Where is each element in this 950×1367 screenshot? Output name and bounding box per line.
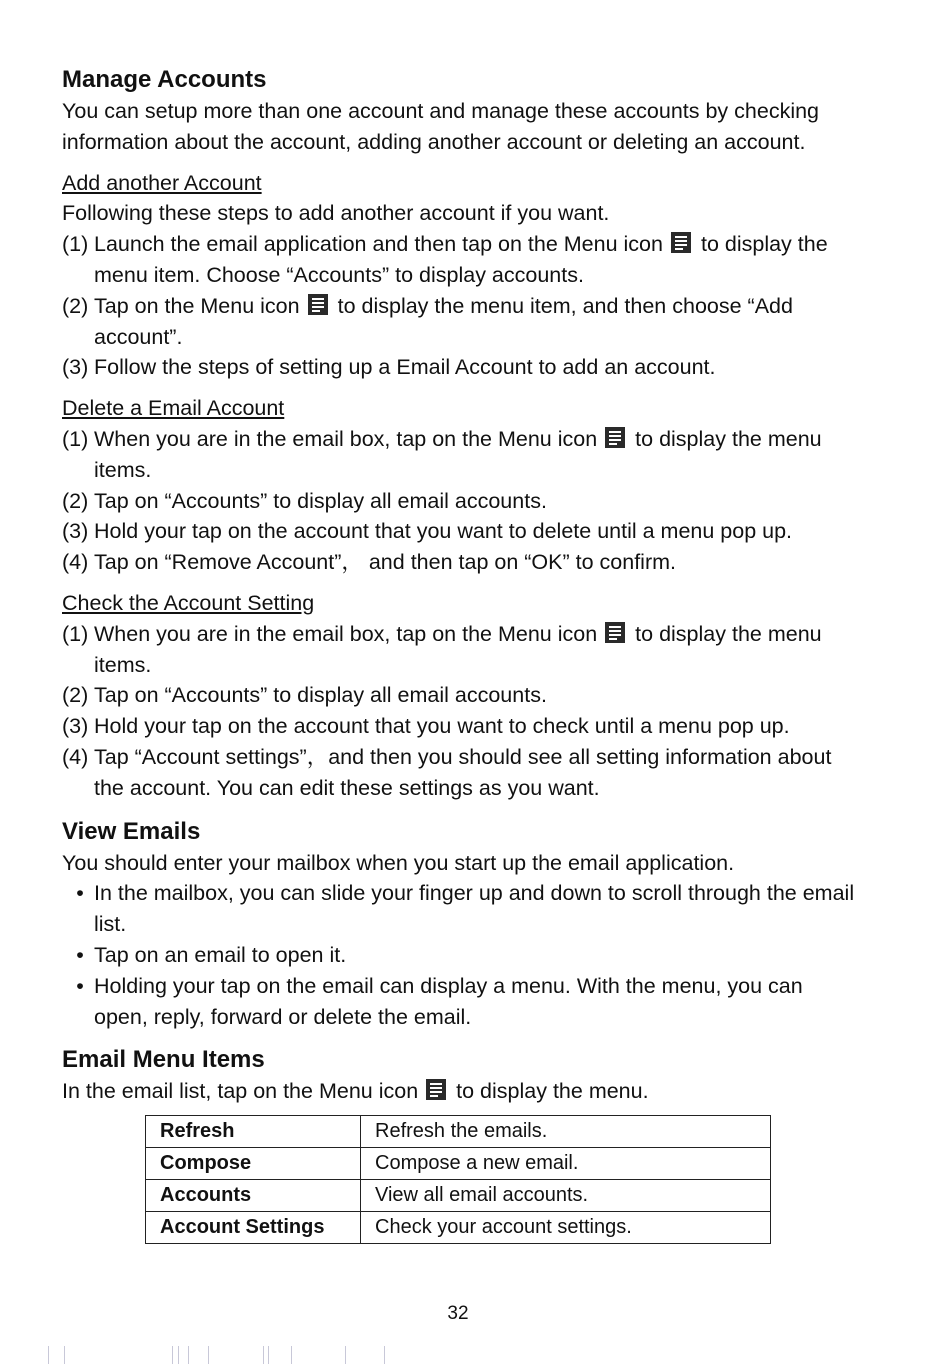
check-account-title: Check the Account Setting	[62, 590, 315, 615]
step-number: (3)	[62, 714, 89, 739]
bullet-text: Tap on an email to open it.	[94, 942, 347, 967]
step-text: Hold your tap on the account that you want to check until a menu pop up.	[94, 714, 790, 739]
bullet-dot: •	[76, 942, 84, 967]
menu-item-description: Compose a new email.	[361, 1148, 771, 1180]
table-row	[146, 1212, 771, 1244]
step-number: (3)	[62, 355, 89, 380]
menu-item-description: Check your account settings.	[361, 1212, 771, 1244]
add-account-lead: Following these steps to add another account if you want.	[62, 201, 610, 226]
step-number: (4)	[62, 744, 89, 769]
manage-accounts-heading: Manage Accounts	[62, 66, 267, 93]
menu-icon	[605, 427, 625, 448]
view-emails-bullet-2	[62, 940, 862, 971]
step-text: Tap on the Menu icon	[94, 293, 300, 318]
add-account-step-3	[62, 352, 862, 383]
delete-account-title: Delete a Email Account	[62, 396, 285, 421]
step-text: When you are in the email box, tap on the Menu icon	[94, 621, 598, 646]
check-account-step-2	[62, 680, 862, 711]
step-text: Launch the email application and then tap on the Menu icon	[94, 232, 663, 257]
bullet-text: Holding your tap on the email can display a menu. With the menu, you can open, reply, forward or delete the email.	[94, 973, 803, 1029]
step-number: (1)	[62, 232, 89, 257]
menu-item-name: Account Settings	[146, 1212, 361, 1244]
step-number: (3)	[62, 519, 89, 544]
check-account-step-4	[62, 742, 862, 804]
view-emails-bullet-1	[62, 878, 862, 940]
step-text: Tap on “Accounts” to display all email accounts.	[94, 488, 547, 513]
add-account-step-2	[62, 291, 862, 353]
scan-marks	[48, 1346, 448, 1364]
menu-icon	[308, 294, 328, 315]
table-row	[146, 1148, 771, 1180]
intro-text: In the email list, tap on the Menu icon	[62, 1079, 419, 1104]
table-row	[146, 1116, 771, 1148]
menu-item-name: Refresh	[146, 1116, 361, 1148]
step-text: Tap “Account settings”，and then you should see all setting information about the account. You can edit these settings as you want.	[94, 744, 832, 800]
step-number: (2)	[62, 488, 89, 513]
delete-account-step-2	[62, 486, 862, 517]
delete-account-step-4	[62, 547, 862, 578]
add-account-step-1	[62, 229, 862, 291]
menu-item-description: Refresh the emails.	[361, 1116, 771, 1148]
bullet-dot: •	[76, 881, 84, 906]
step-text: to display the menu items.	[94, 426, 822, 482]
step-text: Tap on “Accounts” to display all email accounts.	[94, 683, 547, 708]
check-account-step-3	[62, 711, 862, 742]
view-emails-heading: View Emails	[62, 817, 201, 845]
menu-icon	[671, 232, 691, 253]
step-text: Follow the steps of setting up a Email Account to add an account.	[94, 355, 716, 380]
email-menu-items-table	[145, 1115, 771, 1244]
step-number: (2)	[62, 683, 89, 708]
intro-text: to display the menu.	[456, 1079, 649, 1104]
step-text: to display the menu item. Choose “Accounts” to display accounts.	[94, 232, 828, 287]
menu-item-description: View all email accounts.	[361, 1180, 771, 1212]
bullet-dot: •	[76, 973, 84, 998]
table-row	[146, 1180, 771, 1212]
step-text: to display the menu items.	[94, 621, 822, 677]
step-text: Hold your tap on the account that you want to delete until a menu pop up.	[94, 519, 793, 544]
menu-item-name: Accounts	[146, 1180, 361, 1212]
step-text: When you are in the email box, tap on the Menu icon	[94, 426, 598, 451]
step-number: (1)	[62, 621, 89, 646]
step-number: (1)	[62, 426, 89, 451]
email-menu-items-heading: Email Menu Items	[62, 1046, 265, 1074]
manage-accounts-intro: You can setup more than one account and manage these accounts by checking information about the account, adding another account or deleting an account.	[62, 99, 820, 154]
add-account-title: Add another Account	[62, 170, 262, 195]
view-emails-bullet-3	[62, 971, 862, 1033]
menu-icon	[426, 1079, 446, 1100]
delete-account-step-3	[62, 516, 862, 547]
menu-icon	[605, 622, 625, 643]
menu-item-name: Compose	[146, 1148, 361, 1180]
step-number: (4)	[62, 550, 89, 575]
page-content	[62, 64, 862, 1107]
check-account-step-1	[62, 619, 862, 681]
bullet-text: In the mailbox, you can slide your finger up and down to scroll through the email list.	[94, 881, 855, 937]
delete-account-step-1	[62, 424, 862, 486]
email-menu-items-intro	[62, 1076, 862, 1107]
step-text: to display the menu item, and then choose “Add account”.	[94, 293, 793, 349]
page-number: 32	[447, 1303, 469, 1324]
step-text: Tap on “Remove Account”， and then tap on “OK” to confirm.	[94, 550, 676, 575]
view-emails-intro: You should enter your mailbox when you start up the email application.	[62, 850, 735, 875]
step-number: (2)	[62, 293, 89, 318]
